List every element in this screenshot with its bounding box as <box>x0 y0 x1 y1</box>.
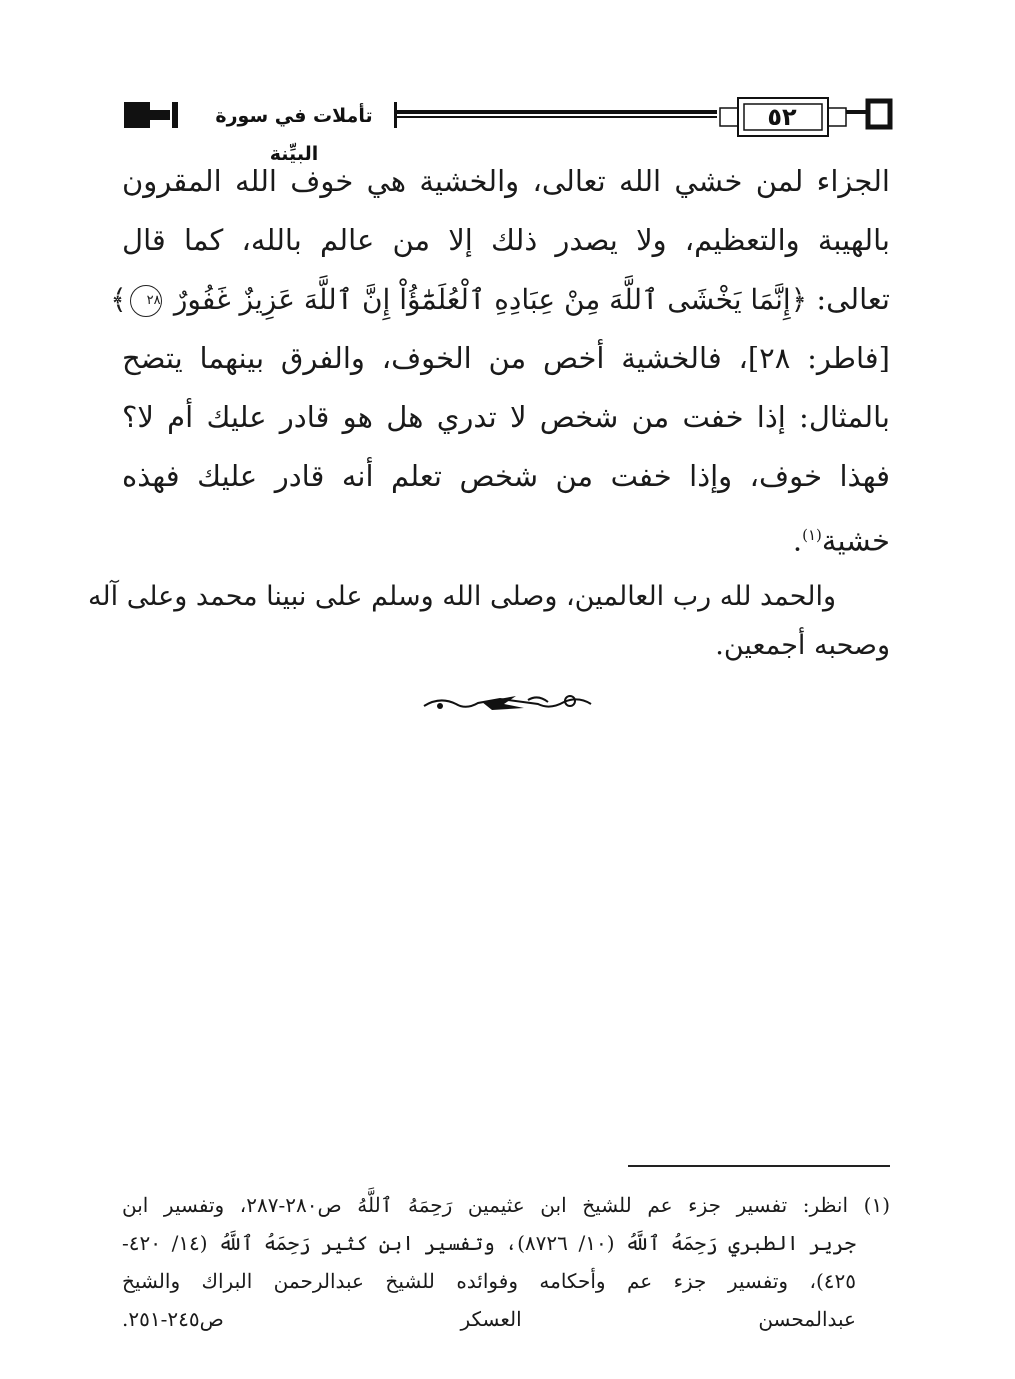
body-line: بالمثال: إذا خفت من شخص لا تدري هل هو قادر عليك أم لا؟ <box>122 400 890 434</box>
closing-line: والحمد لله رب العالمين، وصلى الله وسلم على نبينا محمد وعلى آله <box>87 581 836 612</box>
quran-verse: إِنَّمَا يَخْشَى ٱللَّهَ مِنْ عِبَادِهِ ٱلْعُلَمَٰٓؤُاْ إِنَّ ٱللَّهَ عَزِيزٌ غَفُورٌ <box>173 283 791 316</box>
end-ornament <box>420 690 595 718</box>
last-word: خشية <box>821 523 890 558</box>
verse-line <box>110 270 890 329</box>
body-line: [فاطر: ٢٨]، فالخشية أخص من الخوف، والفرق بينهما يتضح <box>122 341 890 375</box>
footnote-line: (١) انظر: تفسير جزء عم للشيخ ابن عثيمين رَحِمَهُ ٱللَّهُ ص٢٨٠-٢٨٧، وتفسير ابن <box>122 1193 891 1217</box>
footnotes <box>122 1186 890 1338</box>
verse-number-marker: ٢٨ <box>130 285 162 317</box>
verse-open-bracket: ﴿ <box>790 283 808 316</box>
verse-close-bracket: ﴾ <box>110 283 127 316</box>
body-line: الجزاء لمن خشي الله تعالى، والخشية هي خوف الله المقرون <box>122 164 890 198</box>
footnote-line: جرير الطبري رَحِمَهُ ٱللَّهُ (١٠/ ٨٧٢٦)، وتفسير ابن كثير رَحِمَهُ ٱللَّهُ (١٤/ ٤٢٠- <box>122 1231 856 1255</box>
footnote-line: ٤٢٥)، وتفسير جزء عم وأحكامه وفوائده للشيخ عبدالرحمن البراك والشيخ <box>122 1269 856 1293</box>
closing-line: وصحبه أجمعين. <box>715 630 890 661</box>
footnote-line: عبدالمحسن العسكر ص٢٤٥-٢٥١. <box>122 1307 856 1331</box>
main-paragraph <box>110 152 890 571</box>
closing-paragraph <box>87 572 890 670</box>
body-last-line <box>122 506 890 571</box>
body-line: فهذا خوف، وإذا خفت من شخص تعلم أنه قادر عليك فهذه <box>122 459 890 493</box>
header-frame <box>0 0 1015 150</box>
verse-intro: تعالى: <box>816 282 890 316</box>
body-line: بالهيبة والتعظيم، ولا يصدر ذلك إلا من عالم بالله، كما قال <box>122 223 890 257</box>
page-number: ٥٢ <box>767 103 797 131</box>
page-header <box>0 0 1015 165</box>
running-title: تأملات في سورة البيِّنة <box>194 97 394 135</box>
sentence-end: . <box>792 523 803 558</box>
footnote-reference[interactable]: (١) <box>802 526 822 544</box>
footnote-separator <box>628 1165 890 1167</box>
